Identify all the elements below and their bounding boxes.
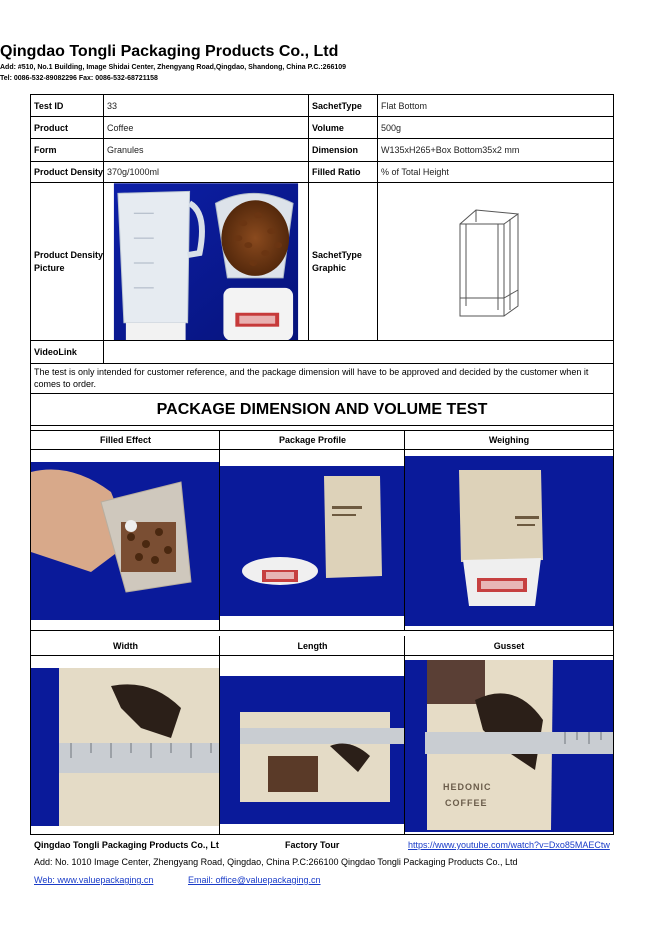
density-photo [104,183,308,341]
weighing-header: Weighing [405,431,613,450]
bag-brand-text: HEDONIC [443,782,492,792]
volume-label: Volume [309,117,378,139]
weighing-photo [405,456,613,626]
sachet-type-label: SachetType [309,95,378,117]
product-value: Coffee [104,117,309,139]
youtube-link[interactable]: https://www.youtube.com/watch?v=Dxo85MAECtw [408,840,610,850]
filled-effect-photo [31,462,219,620]
volume-value: 500g [378,117,613,139]
product-label: Product [31,117,104,139]
sachet-type-value: Flat Bottom [378,95,613,117]
grid-line [31,630,613,631]
density-picture-label-line2: Picture [34,262,65,273]
filled-effect-header: Filled Effect [31,431,220,450]
filled-ratio-value: % of Total Height [378,162,613,183]
section-title: PACKAGE DIMENSION AND VOLUME TEST [31,395,613,426]
length-photo [220,676,404,824]
width-photo [31,668,219,826]
gusset-photo [405,660,613,832]
footer-company: Qingdao Tongli Packaging Products Co., Lt [34,840,219,850]
form-label: Form [31,139,104,162]
web-link[interactable]: Web: www.valuepackaging.cn [34,875,154,885]
density-picture-cell [104,183,309,341]
company-title: Qingdao Tongli Packaging Products Co., Ltd [0,43,339,60]
grid-line [31,430,613,431]
gusset-header: Gusset [405,637,613,656]
company-tel: Tel: 0086-532-89082296 Fax: 0086-532-68721158 [0,75,158,82]
videolink-value[interactable] [104,341,613,364]
factory-tour-label: Factory Tour [285,840,340,850]
sachet-graphic-label-line2: Graphic [312,262,347,273]
flat-bottom-bag-graphic [446,202,546,322]
sachet-graphic-label [309,183,378,341]
density-picture-label-line1: Product Density [34,249,104,260]
density-value: 370g/1000ml [104,162,309,183]
videolink-label: VideoLink [31,341,104,364]
form-value: Granules [104,139,309,162]
package-profile-header: Package Profile [220,431,405,450]
footer-address: Add: No. 1010 Image Center, Zhengyang Road, Qingdao, China P.C:266100 Qingdao Tongli Packaging Products Co., Ltd [34,857,518,867]
bag-product-text: COFFEE [445,798,488,808]
disclaimer-note: The test is only intended for customer reference, and the package dimension will have to be approved and decided by the customer when it comes to order. [31,364,613,394]
sachet-graphic-cell [378,183,613,341]
length-header: Length [220,637,405,656]
package-profile-photo [220,466,404,616]
density-picture-label [31,183,104,341]
dimension-label: Dimension [309,139,378,162]
test-id-label: Test ID [31,95,104,117]
test-id-value: 33 [104,95,309,117]
dimension-value: W135xH265+Box Bottom35x2 mm [378,139,613,162]
filled-ratio-label: Filled Ratio [309,162,378,183]
email-link[interactable]: Email: office@valuepackaging.cn [188,875,321,885]
density-label: Product Density [31,162,104,183]
width-header: Width [31,637,220,656]
company-address: Add: #510, No.1 Building, Image Shidai Center, Zhengyang Road,Qingdao, Shandong, China P.C.:266109 [0,64,347,71]
sachet-graphic-label-line1: SachetType [312,249,362,260]
